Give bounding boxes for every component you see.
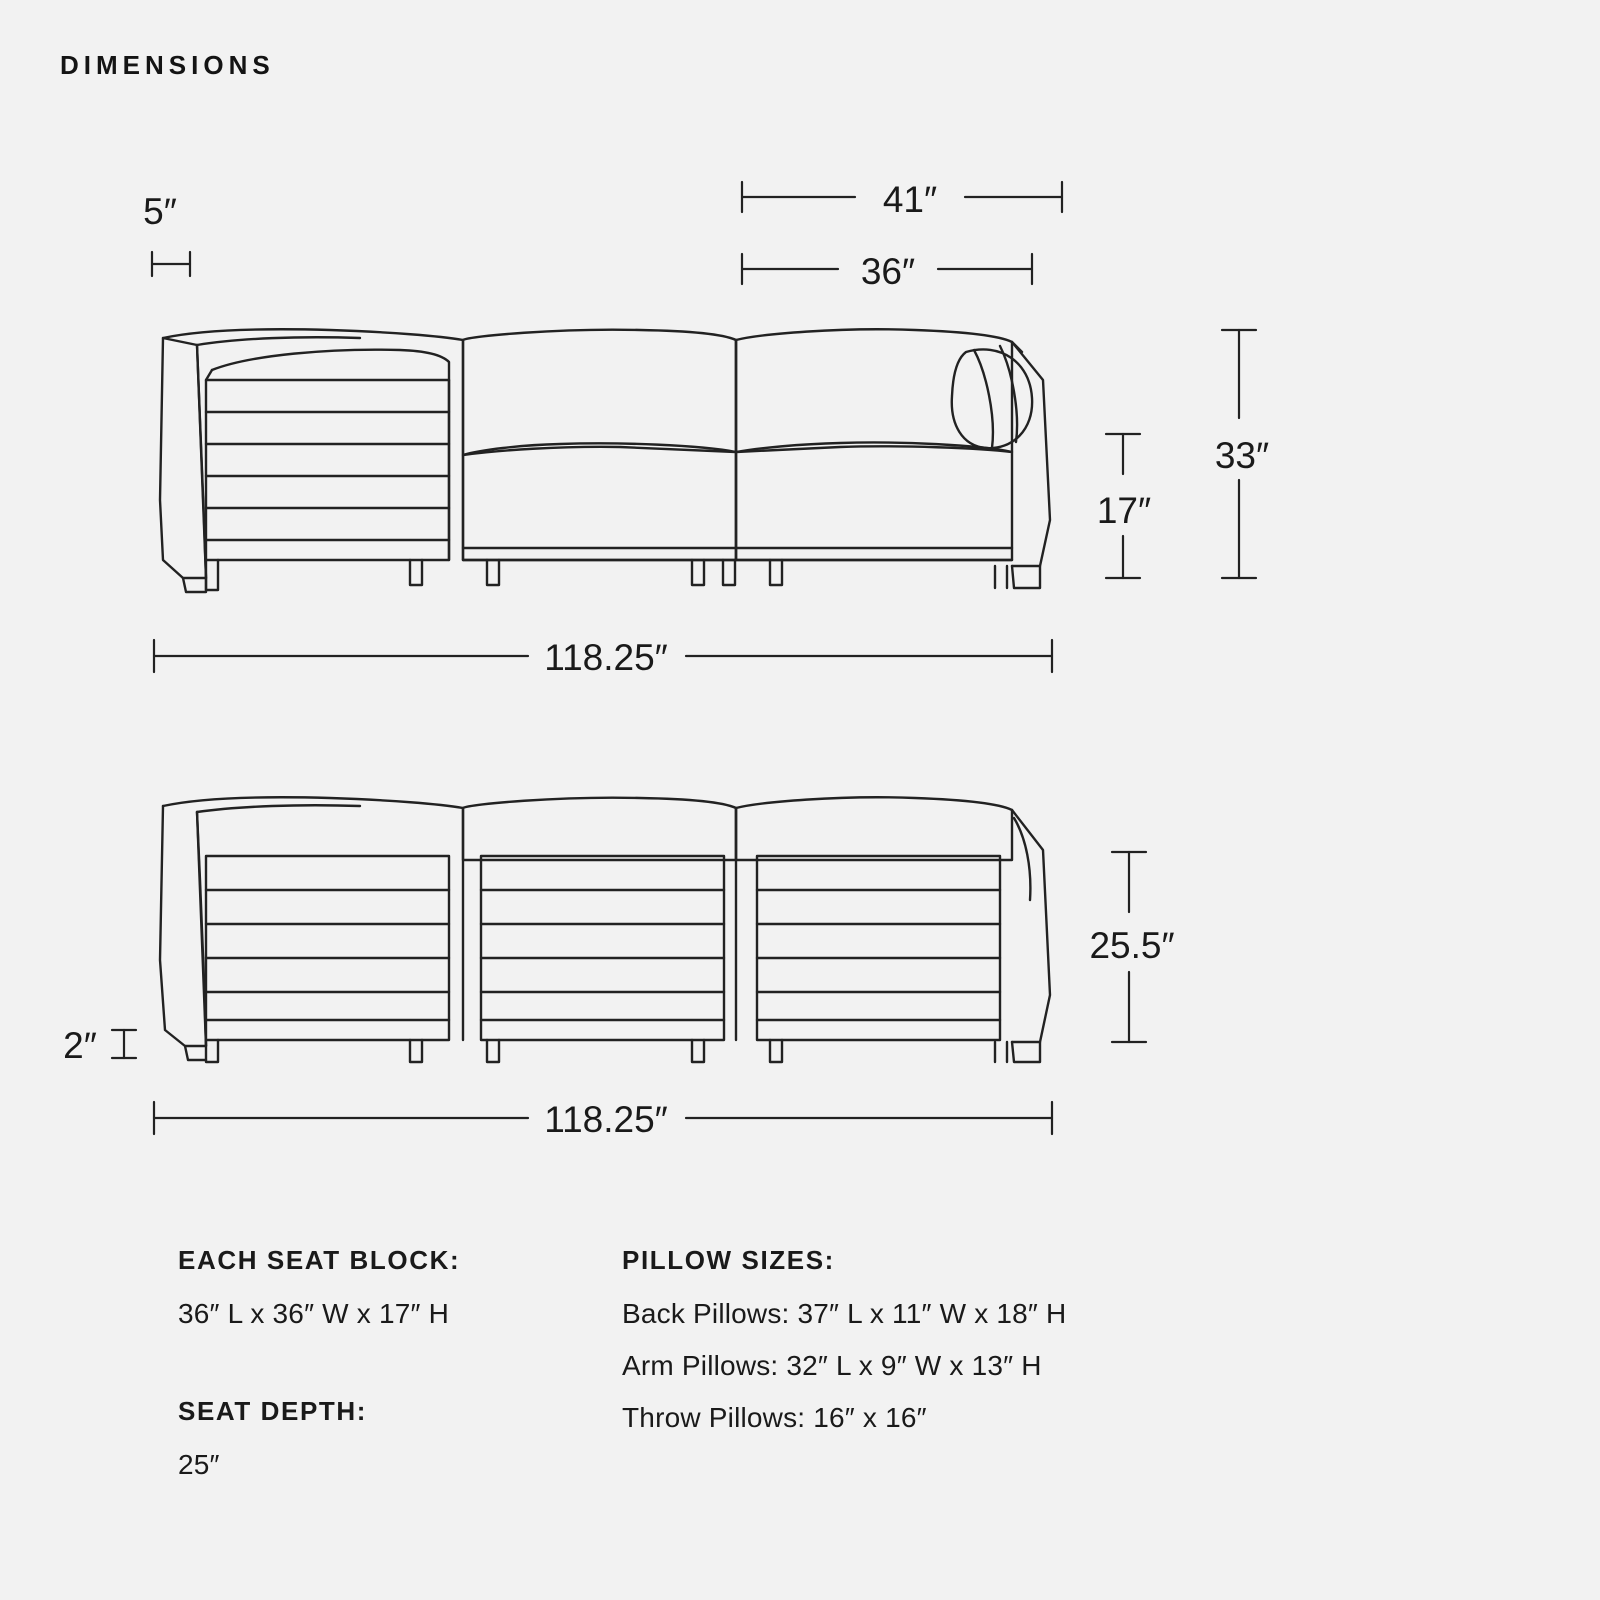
- seat-block-value: 36″ L x 36″ W x 17″ H: [178, 1298, 450, 1329]
- spec-column-right: [622, 1245, 1066, 1454]
- label-overall-height: 33″: [1214, 435, 1270, 476]
- label-module-outer: 41″: [882, 179, 938, 220]
- seat-depth-heading: SEAT DEPTH:: [178, 1396, 368, 1426]
- pillow-line-arm: Arm Pillows: 32″ L x 9″ W x 13″ H: [622, 1350, 1042, 1381]
- page-title: DIMENSIONS: [60, 50, 275, 80]
- label-back-height: 25.5″: [1089, 925, 1175, 966]
- spec-column-left: [178, 1245, 460, 1501]
- seat-depth-value: 25″: [178, 1449, 220, 1480]
- label-front-overall-width: 118.25″: [544, 637, 668, 678]
- label-back-overall-width: 118.25″: [544, 1099, 668, 1140]
- pillow-sizes-heading: PILLOW SIZES:: [622, 1245, 835, 1275]
- front-view-dimension-lines: [152, 182, 1256, 672]
- pillow-line-throw: Throw Pillows: 16″ x 16″: [622, 1402, 927, 1433]
- seat-block-heading: EACH SEAT BLOCK:: [178, 1245, 461, 1275]
- label-module-inner: 36″: [860, 251, 916, 292]
- label-arm-width: 5″: [143, 191, 177, 232]
- pillow-line-back: Back Pillows: 37″ L x 11″ W x 18″ H: [622, 1298, 1067, 1329]
- back-view-drawing: [160, 797, 1050, 1062]
- label-leg-height: 2″: [63, 1025, 97, 1066]
- label-seat-height: 17″: [1096, 490, 1152, 531]
- front-view-drawing: [160, 329, 1050, 592]
